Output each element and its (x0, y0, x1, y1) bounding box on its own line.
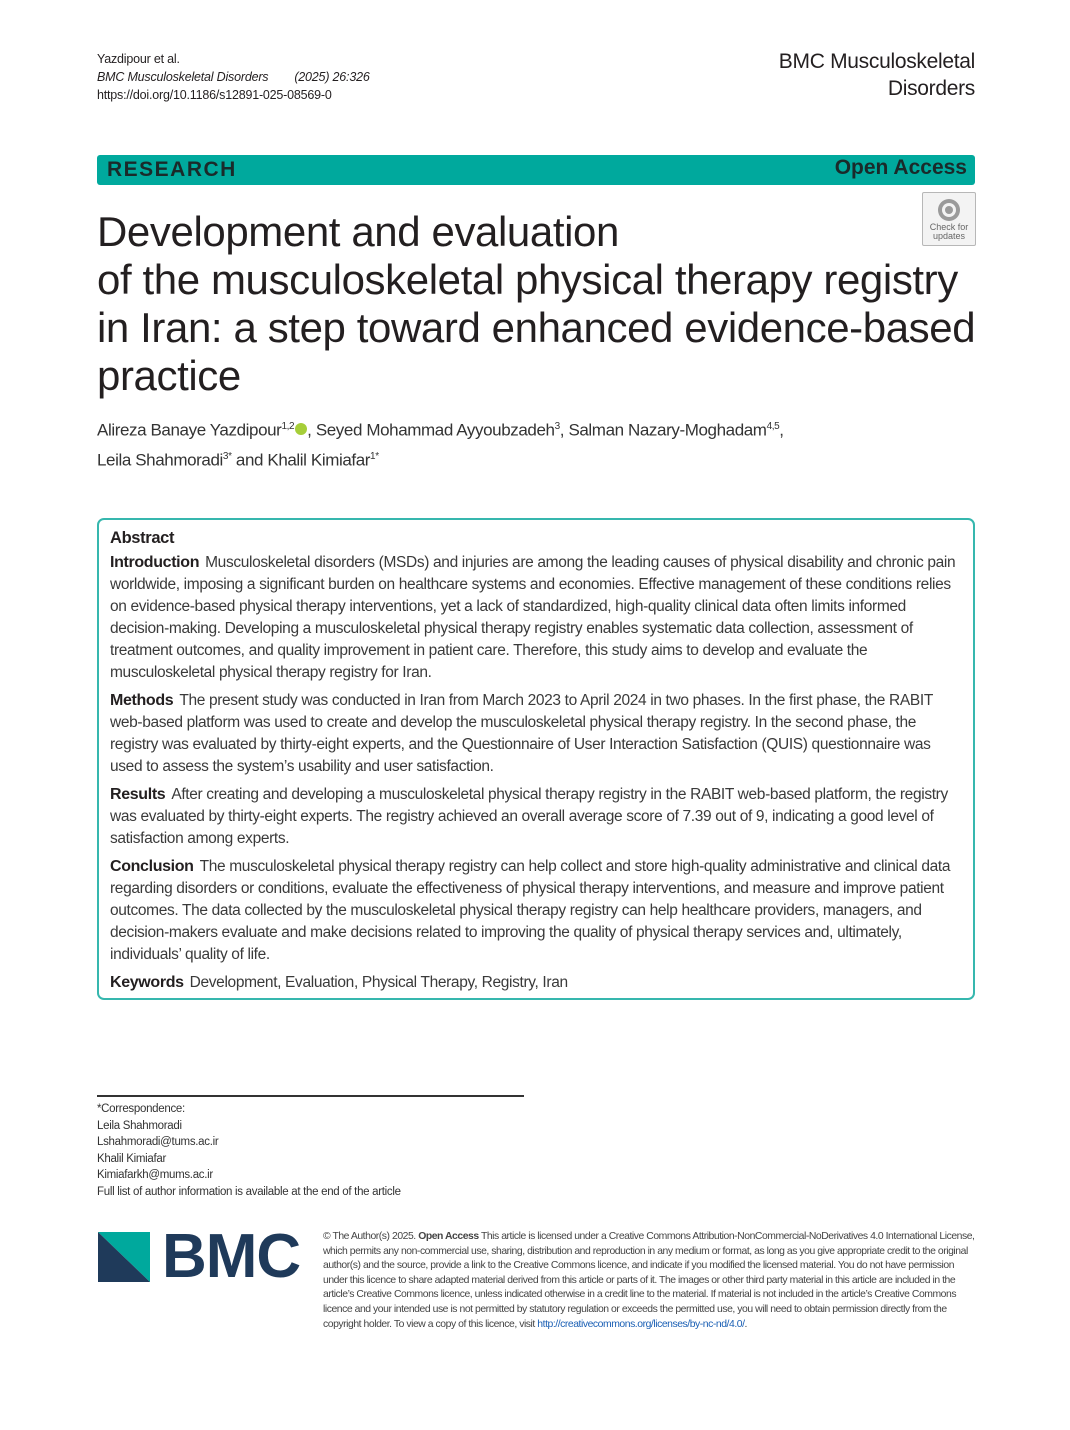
abstract-section: Introduction Musculoskeletal disorders (MSDs) and injuries are among the leading causes of physical disability and chronic pain worldwide, imposing a significant burden on healthcare systems and economies. Effective management of these conditions relies on evidence-based physical therapy interventions, yet a lack of standardized, high-quality clinical data often limits informed decision-making. Developing a musculoskeletal physical therapy registry enables systematic data collection, assessment of treatment outcomes, and quality improvement in patient care. Therefore, this study aims to develop and evaluate the musculoskeletal physical therapy registry for Iran. (110, 554, 956, 681)
keywords: Keywords Development, Evaluation, Physical Therapy, Registry, Iran (110, 974, 568, 991)
author-name[interactable]: Khalil Kimiafar (267, 450, 371, 470)
email-link[interactable]: Lshahmoradi@tums.ac.ir (97, 1136, 219, 1148)
bmc-logo-text: BMC (162, 1222, 301, 1291)
email-link[interactable]: Kimiafarkh@mums.ac.ir (97, 1169, 213, 1181)
check-for-updates-badge[interactable]: Check for updates (922, 192, 976, 246)
journal-name: BMC Musculoskeletal Disorders (778, 50, 975, 100)
authors-short: Yazdipour et al. (97, 52, 180, 66)
article-type-label: RESEARCH (107, 158, 237, 181)
journal-cite: BMC Musculoskeletal Disorders (97, 70, 269, 84)
abstract-section: Methods The present study was conducted in Iran from March 2023 to April 2024 in two phases. In the first phase, the RABIT web-based platform was used to create and develop the musculoskeletal physical therapy registry. In the second phase, the registry was evaluated by thirty-eight experts, and the Questionnaire of User Interaction Satisfaction (QUIS) questionnaire was used to assess the system’s usability and user satisfaction. (110, 692, 933, 775)
citation-header (97, 50, 370, 104)
doi-link[interactable]: https://doi.org/10.1186/s12891-025-08569-0 (97, 88, 332, 102)
license-notice: © The Author(s) 2025. Open Access This article is licensed under a Creative Commons Attribution-NonCommercial-NoDerivatives 4.0 International License, which permits any non-commercial use, sharing, distribution and reproduction in any medium or format, as long as you give appropriate credit to the original author(s) and the source, provide a link to the Creative Commons licence, and indicate if you modified the licensed material. You do not have permission under this licence to share adapted material derived from this article or parts of it. The images or other third party material in this article are included in the article’s Creative Commons licence, unless indicated otherwise in a credit line to the material. If material is not included in the article’s Creative Commons licence and your intended use is not permitted by statutory regulation or exceeds the permitted use, you will need to obtain permission directly from the copyright holder. To view a copy of this licence, visit http://creativecommons.org/licenses/by-nc-nd/4.0/. (323, 1231, 975, 1330)
license-link[interactable]: http://creativecommons.org/licenses/by-nc-nd/4.0/ (537, 1318, 745, 1330)
abstract-section: Results After creating and developing a musculoskeletal physical therapy registry in the RABIT web-based platform, the registry was evaluated by thirty-eight experts. The registry achieved an overall average score of 7.39 out of 9, indicating a good level of satisfaction among experts. (110, 786, 948, 847)
article-title: Development and evaluation of the musculoskeletal physical therapy registry in Iran: a step toward enhanced evidence-based practice (97, 208, 976, 399)
abstract-box (97, 518, 975, 1000)
author-name[interactable]: Alireza Banaye Yazdipour (97, 420, 282, 440)
bmc-logo-icon (98, 1232, 150, 1282)
orcid-icon[interactable] (295, 423, 307, 435)
abstract-heading: Abstract (110, 529, 175, 547)
footnote-divider (97, 1095, 524, 1097)
open-access-label: Open Access (834, 156, 967, 179)
author-name[interactable]: Salman Nazary-Moghadam (568, 420, 767, 440)
year-volume: (2025) 26:326 (294, 70, 370, 84)
author-name[interactable]: Seyed Mohammad Ayyoubzadeh (315, 420, 555, 440)
author-list: Alireza Banaye Yazdipour$^{1,2}$ , Seyed Mohammad Ayyoubzadeh$^3$, Salman Nazary-Moghadam$^{4,5}$, Leila Shahmoradi$^{3*}$ and Khalil Kimiafar$^{1*}$ (97, 420, 784, 470)
author-name[interactable]: Leila Shahmoradi (97, 450, 223, 470)
article-type-banner (97, 155, 975, 185)
correspondence: *Correspondence: Leila Shahmoradi Lshahmoradi@tums.ac.ir Khalil Kimiafar Kimiafarkh@mums.ac.ir Full list of author information is available at the end of the article (97, 1103, 401, 1198)
abstract-section: Conclusion The musculoskeletal physical therapy registry can help collect and store high-quality administrative and clinical data regarding disorders or conditions, evaluate the effectiveness of physical therapy interventions, and measure and improve patient outcomes. The data collected by the musculoskeletal physical therapy registry can help healthcare providers, managers, and decision-makers evaluate and make decisions related to improving the quality of physical therapy services and, ultimately, individuals’ quality of life. (110, 858, 951, 963)
